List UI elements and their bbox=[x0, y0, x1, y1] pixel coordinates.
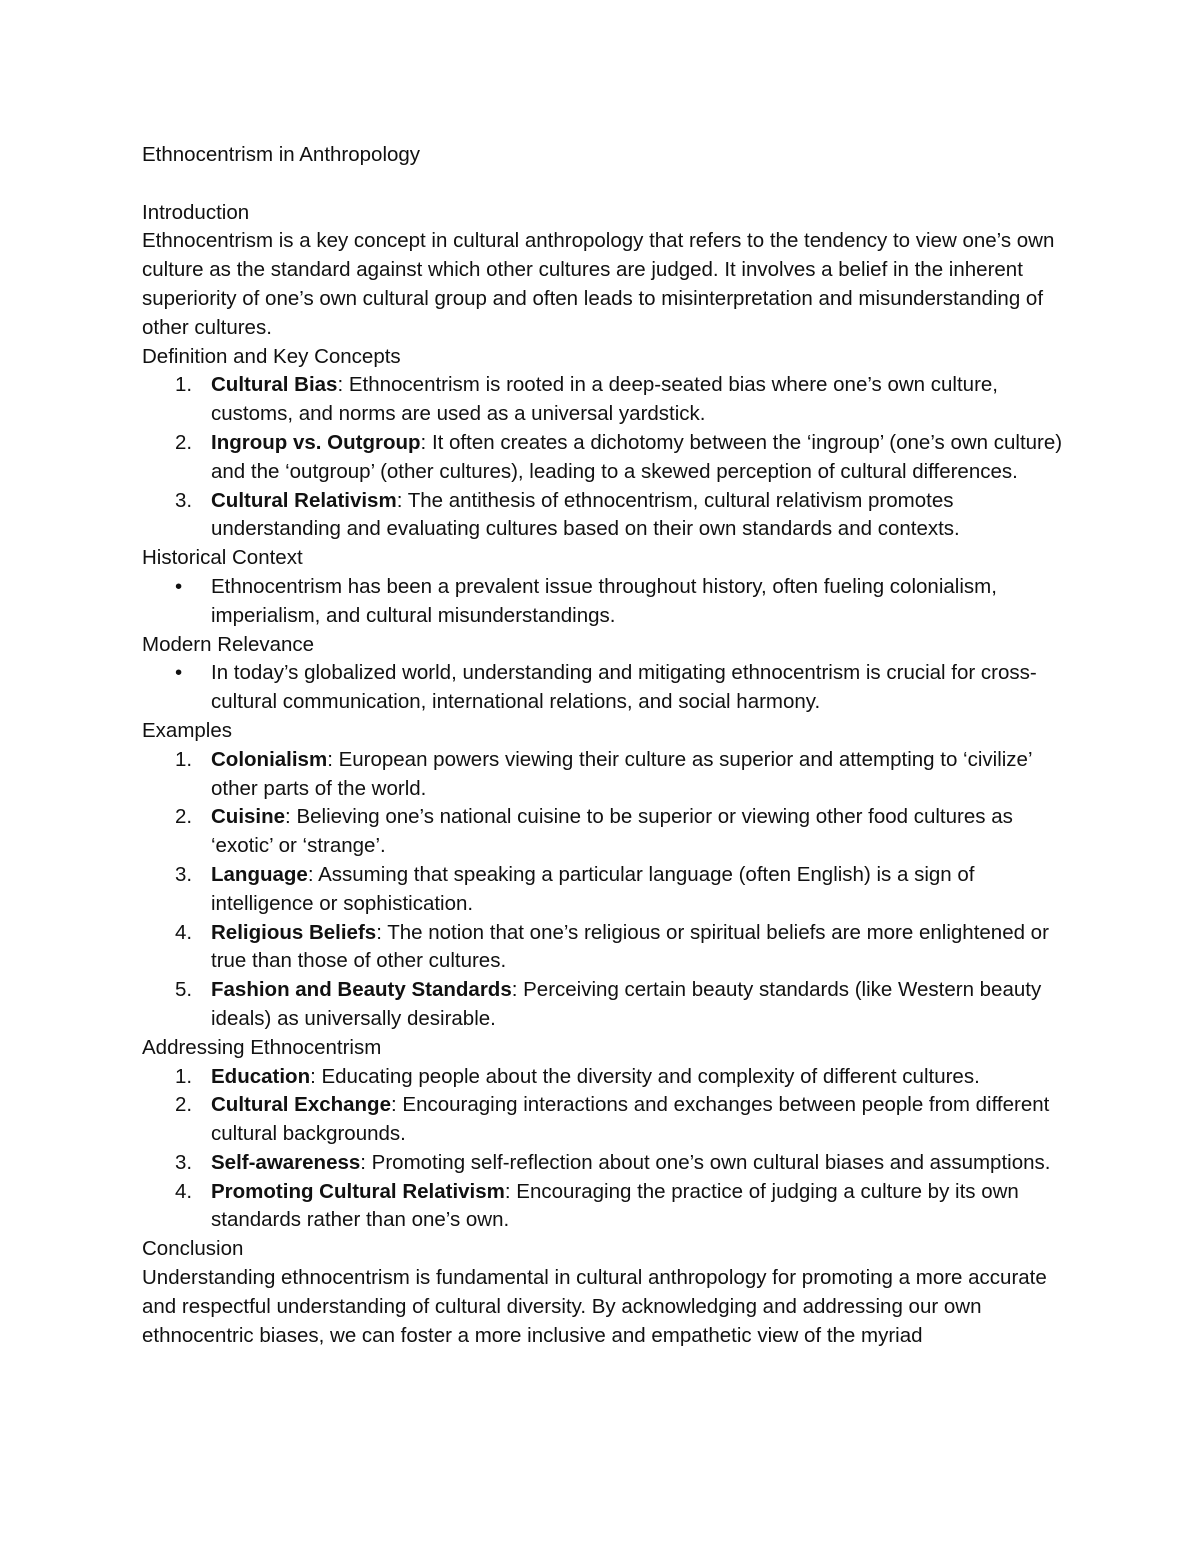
definition-list bbox=[142, 371, 1072, 544]
list-item bbox=[142, 861, 1072, 919]
list-number: 3. bbox=[175, 1150, 193, 1174]
list-term: Self-awareness bbox=[211, 1150, 361, 1174]
list-item bbox=[142, 573, 1072, 631]
list-term: Cuisine bbox=[211, 805, 286, 829]
list-number: 5. bbox=[175, 978, 193, 1002]
list-number: 3. bbox=[175, 862, 193, 886]
list-number: 2. bbox=[175, 805, 193, 829]
list-item bbox=[142, 976, 1072, 1034]
list-item bbox=[142, 803, 1072, 861]
list-number: 1. bbox=[175, 373, 193, 397]
list-text: : Promoting self-reflection about one’s own cultural biases and assumptions. bbox=[360, 1150, 1051, 1174]
list-item bbox=[142, 919, 1072, 977]
list-text: Ethnocentrism has been a prevalent issue throughout history, often fueling colonialism, imperialism, and cultural misunderstandings. bbox=[211, 574, 997, 627]
list-number: 3. bbox=[175, 488, 193, 512]
examples-heading: Examples bbox=[142, 718, 233, 742]
list-number: 1. bbox=[175, 1064, 193, 1088]
list-number: 1. bbox=[175, 747, 193, 771]
conclusion-paragraph: Understanding ethnocentrism is fundamental in cultural anthropology for promoting a more accurate and respectful understanding of cultural diversity. By acknowledging and addressing our own ethnocentric biases, we can foster a more inclusive and empathetic view of the myriad bbox=[142, 1266, 1047, 1347]
list-number: 2. bbox=[175, 1093, 193, 1117]
list-text: : Encouraging the practice of judging a culture by its own standards rather than one’s own. bbox=[211, 1179, 1019, 1232]
addressing-heading: Addressing Ethnocentrism bbox=[142, 1035, 382, 1059]
list-item bbox=[142, 487, 1072, 545]
list-item bbox=[142, 1063, 1072, 1092]
bullet-icon: • bbox=[175, 661, 183, 685]
list-item bbox=[142, 659, 1072, 717]
list-text: : Educating people about the diversity and complexity of different cultures. bbox=[310, 1064, 980, 1088]
list-item bbox=[142, 371, 1072, 429]
list-item bbox=[142, 746, 1072, 804]
list-item bbox=[142, 429, 1072, 487]
list-term: Education bbox=[211, 1064, 311, 1088]
bullet-icon: • bbox=[175, 574, 183, 598]
examples-list bbox=[142, 746, 1072, 1034]
list-text: : European powers viewing their culture as superior and attempting to ‘civilize’ other parts of the world. bbox=[211, 747, 1032, 800]
list-text: In today’s globalized world, understanding and mitigating ethnocentrism is crucial for cross-cultural communication, international relations, and social harmony. bbox=[211, 661, 1037, 714]
conclusion-heading: Conclusion bbox=[142, 1237, 244, 1261]
definition-heading: Definition and Key Concepts bbox=[142, 344, 401, 368]
modern-heading: Modern Relevance bbox=[142, 632, 315, 656]
list-text: : The notion that one’s religious or spiritual beliefs are more enlightened or true than those of other cultures. bbox=[211, 920, 1049, 973]
list-term: Cultural Bias bbox=[211, 373, 338, 397]
list-term: Fashion and Beauty Standards bbox=[211, 978, 512, 1002]
modern-list bbox=[142, 659, 1072, 717]
list-item bbox=[142, 1149, 1072, 1178]
list-term: Cultural Exchange bbox=[211, 1093, 391, 1117]
document-title: Ethnocentrism in Anthropology bbox=[142, 143, 421, 166]
list-number: 4. bbox=[175, 920, 193, 944]
list-term: Colonialism bbox=[211, 747, 328, 771]
list-text: : The antithesis of ethnocentrism, cultural relativism promotes understanding and evaluating cultures based on their own standards and contexts. bbox=[211, 488, 960, 541]
list-text: : Assuming that speaking a particular language (often English) is a sign of intelligence or sophistication. bbox=[211, 862, 975, 915]
list-item bbox=[142, 1178, 1072, 1236]
document-page bbox=[142, 141, 1072, 1350]
list-text: : Encouraging interactions and exchanges between people from different cultural backgrounds. bbox=[211, 1093, 1050, 1146]
list-text: : Perceiving certain beauty standards (like Western beauty ideals) as universally desirable. bbox=[211, 978, 1042, 1030]
introduction-heading: Introduction bbox=[142, 200, 250, 224]
list-number: 2. bbox=[175, 430, 193, 454]
list-term: Ingroup vs. Outgroup bbox=[211, 430, 421, 454]
list-number: 4. bbox=[175, 1179, 193, 1203]
historical-heading: Historical Context bbox=[142, 546, 303, 570]
blank-line bbox=[142, 170, 1072, 199]
list-term: Language bbox=[211, 862, 308, 886]
historical-list bbox=[142, 573, 1072, 631]
list-text: : It often creates a dichotomy between the ‘ingroup’ (one’s own culture) and the ‘outgroup’ (other cultures), leading to a skewed perception of cultural differences. bbox=[211, 430, 1063, 483]
list-term: Promoting Cultural Relativism bbox=[211, 1179, 505, 1203]
list-text: : Believing one’s national cuisine to be superior or viewing other food cultures as ‘exotic’ or ‘strange’. bbox=[211, 805, 1013, 858]
addressing-list bbox=[142, 1063, 1072, 1236]
list-item bbox=[142, 1091, 1072, 1149]
introduction-paragraph: Ethnocentrism is a key concept in cultural anthropology that refers to the tendency to view one’s own culture as the standard against which other cultures are judged. It involves a belief in the inherent superiority of one’s own cultural group and often leads to misinterpretation and misunderstanding of other cultures. bbox=[142, 229, 1055, 339]
list-term: Religious Beliefs bbox=[211, 920, 377, 944]
list-term: Cultural Relativism bbox=[211, 488, 397, 512]
list-text: : Ethnocentrism is rooted in a deep-seated bias where one’s own culture, customs, and norms are used as a universal yardstick. bbox=[211, 373, 999, 426]
